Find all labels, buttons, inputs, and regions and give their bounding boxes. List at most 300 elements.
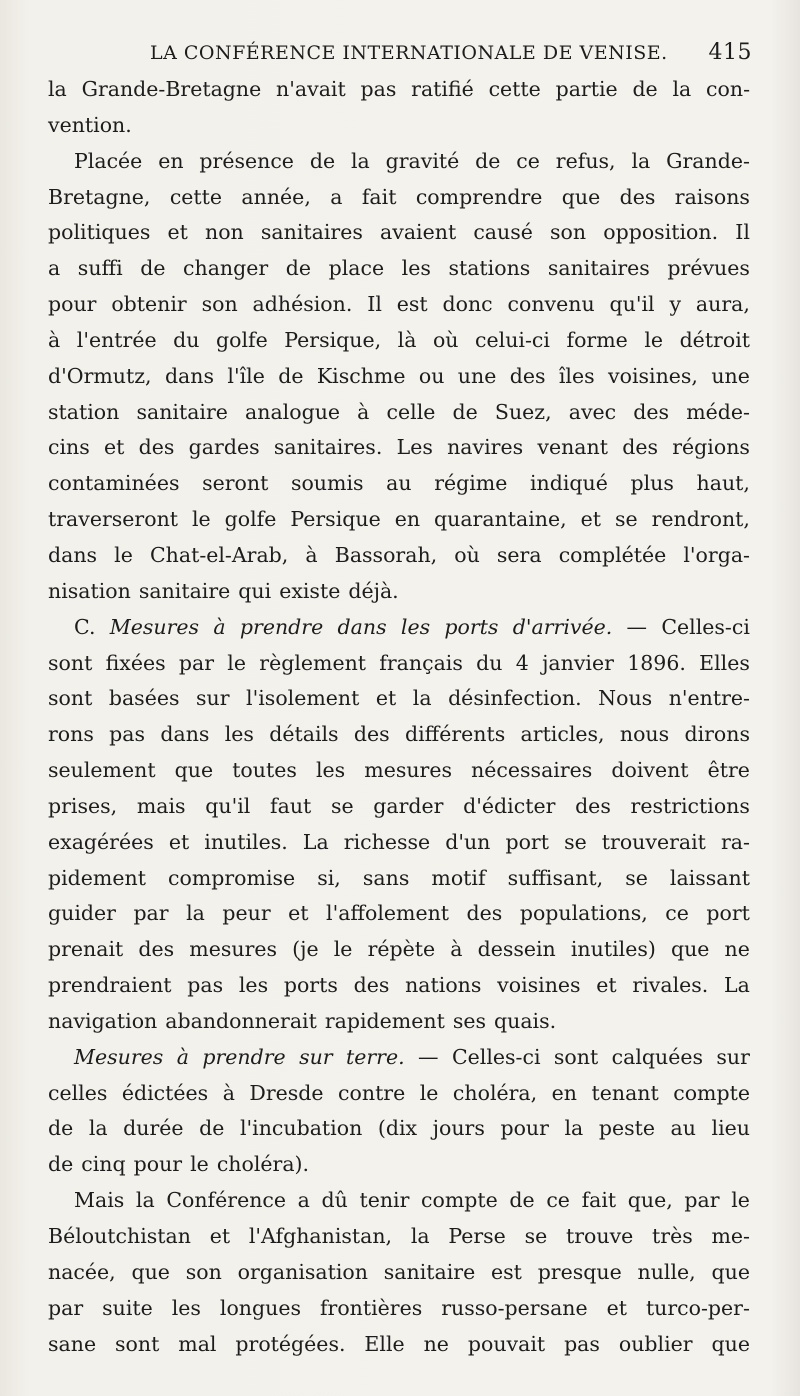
word: Bretagne, xyxy=(48,184,151,209)
word: pas xyxy=(109,722,146,747)
text-line xyxy=(48,1327,750,1363)
word: avaient xyxy=(380,220,457,245)
word: pas xyxy=(564,1331,600,1356)
word: des xyxy=(138,435,175,460)
page-header xyxy=(150,36,752,70)
word: russo-persane xyxy=(441,1295,588,1320)
word: comprendre xyxy=(415,184,543,209)
word: par xyxy=(133,901,169,926)
word: traverseront xyxy=(48,507,179,532)
word: en xyxy=(551,1080,578,1105)
word: désinfection. xyxy=(448,686,582,711)
word: (dix xyxy=(377,1116,418,1141)
word: garder xyxy=(373,793,444,818)
word: Kischme xyxy=(316,363,406,388)
word: compromise xyxy=(168,865,296,890)
word: se xyxy=(625,865,648,890)
word: cins xyxy=(48,435,90,460)
word: prises, xyxy=(48,793,118,818)
word: navires xyxy=(447,435,524,460)
text-line xyxy=(48,861,750,897)
word: le xyxy=(333,937,353,962)
word: et xyxy=(580,507,601,532)
word: différents xyxy=(404,722,506,747)
word: calquées xyxy=(611,1044,703,1069)
word: ports xyxy=(283,973,338,998)
word: haut, xyxy=(696,471,750,496)
word: d'Ormutz, xyxy=(48,363,152,388)
word: de xyxy=(452,399,478,424)
word: des xyxy=(509,363,546,388)
word: de xyxy=(475,148,501,173)
word: qu'il xyxy=(609,292,655,317)
word: les xyxy=(224,722,254,747)
word: où xyxy=(432,327,459,352)
word: l'orga- xyxy=(683,542,750,567)
word: 4 xyxy=(515,650,529,675)
word: tenir xyxy=(359,1188,410,1213)
word: golfe xyxy=(215,327,268,352)
word: cinq xyxy=(81,1152,126,1177)
word: trouve xyxy=(565,1224,634,1248)
word: des xyxy=(575,793,611,818)
word: et xyxy=(375,686,397,711)
word: port xyxy=(505,829,549,854)
word: populations, xyxy=(519,901,648,926)
word: compte xyxy=(673,1080,750,1105)
word: rons xyxy=(48,722,94,747)
word: me- xyxy=(711,1224,750,1248)
word: et xyxy=(209,1224,231,1248)
word: et xyxy=(606,1295,627,1320)
italic-word: à xyxy=(213,614,226,639)
text-line xyxy=(48,215,750,251)
italic-word: ports xyxy=(444,614,499,639)
word: le xyxy=(227,650,246,675)
word: que xyxy=(131,1259,170,1284)
word: d'édicter xyxy=(463,793,556,818)
word: sur xyxy=(716,1044,750,1069)
word: par xyxy=(684,1188,720,1213)
word: Chat-el-Arab, xyxy=(149,542,289,567)
text-line xyxy=(48,72,750,108)
word: si, xyxy=(317,865,341,890)
word: et xyxy=(288,901,309,926)
word: déjà. xyxy=(348,578,399,603)
word: Nous xyxy=(598,686,653,711)
word: par xyxy=(178,650,215,675)
word: la xyxy=(564,1116,584,1141)
word: tenant xyxy=(591,1080,659,1105)
word: le xyxy=(190,1152,209,1177)
italic-word: dans xyxy=(337,614,387,639)
word: guider xyxy=(48,901,116,926)
word: une xyxy=(711,363,750,388)
word: partie xyxy=(555,77,618,101)
word: à xyxy=(305,542,318,567)
word: sanitaires xyxy=(547,256,650,281)
word: 1896. xyxy=(627,650,686,675)
word: ou xyxy=(418,363,445,388)
word: ce xyxy=(516,148,540,173)
italic-word: Mesures xyxy=(74,1044,164,1069)
word: forme xyxy=(566,327,628,352)
body-text xyxy=(48,72,750,1362)
word: con- xyxy=(706,77,750,101)
word: être xyxy=(707,758,750,783)
word: non xyxy=(205,220,244,245)
word: faut xyxy=(270,793,312,818)
word: de xyxy=(140,256,166,281)
word: pour xyxy=(133,1152,183,1177)
word: convenu xyxy=(507,292,595,317)
word: le xyxy=(731,1188,750,1213)
word: Persique, xyxy=(284,327,382,352)
word: — xyxy=(418,1044,439,1069)
word: Dresde xyxy=(249,1080,324,1105)
word: durée xyxy=(123,1116,184,1141)
text-line xyxy=(48,717,750,753)
word: détails xyxy=(269,722,339,747)
word: ne xyxy=(423,1331,449,1356)
word: inutiles. xyxy=(204,829,288,854)
word: Celles-ci xyxy=(661,614,750,639)
word: pouvait xyxy=(467,1331,546,1356)
word: adhésion. xyxy=(252,292,353,317)
word: ratifié xyxy=(411,77,474,101)
word: janvier xyxy=(542,650,614,675)
text-line xyxy=(48,180,750,216)
text-line xyxy=(48,968,750,1004)
word: des xyxy=(353,973,390,998)
word: en xyxy=(158,148,184,173)
word: régime xyxy=(434,471,508,496)
word: où xyxy=(454,542,480,567)
word: que xyxy=(174,758,214,783)
word: le xyxy=(114,542,133,567)
word: que xyxy=(711,1259,750,1284)
word: sanitaire xyxy=(136,399,228,424)
word: dû xyxy=(321,1188,348,1213)
word: sanitaires xyxy=(260,220,363,245)
text-line xyxy=(48,1147,750,1183)
word: rendront, xyxy=(651,507,750,532)
word: et xyxy=(168,829,190,854)
word: opposition. xyxy=(603,220,719,245)
word: Suez, xyxy=(494,399,552,424)
word: son xyxy=(185,1259,222,1284)
text-line xyxy=(48,1076,750,1112)
word: que xyxy=(711,1331,750,1356)
word: nations xyxy=(405,973,482,998)
word: nisation xyxy=(48,578,131,603)
word: les xyxy=(401,256,431,281)
text-line xyxy=(48,896,750,932)
running-title: LA CONFÉRENCE INTERNATIONALE DE VENISE. xyxy=(150,42,668,64)
word: sera xyxy=(496,542,542,567)
word: des xyxy=(633,399,670,424)
word: la xyxy=(631,148,651,173)
word: choléra). xyxy=(216,1152,310,1177)
word: Il xyxy=(735,220,750,245)
italic-word: prendre xyxy=(239,614,324,639)
word: du xyxy=(173,327,200,352)
word: des xyxy=(622,435,658,460)
word: les xyxy=(171,1295,201,1320)
word: de xyxy=(285,256,312,281)
word: sont xyxy=(115,1331,160,1356)
word: une xyxy=(457,363,497,388)
word: Perse xyxy=(448,1224,506,1248)
text-line xyxy=(48,646,750,682)
word: Placée xyxy=(74,148,143,173)
text-line xyxy=(48,430,750,466)
word: sur xyxy=(196,686,230,711)
word: qui xyxy=(238,578,272,603)
word: Celles-ci xyxy=(451,1044,541,1069)
text-line xyxy=(48,538,750,574)
word: laissant xyxy=(669,865,750,890)
word: Mais xyxy=(74,1188,125,1213)
word: presque xyxy=(537,1259,622,1284)
word: et xyxy=(596,973,617,998)
word: le xyxy=(419,1080,439,1105)
word: a xyxy=(297,1188,310,1213)
word: la xyxy=(88,1116,108,1141)
italic-word: d'arrivée. xyxy=(512,614,613,639)
word: richesse xyxy=(343,829,431,854)
text-line xyxy=(48,681,750,717)
text-line xyxy=(48,1255,750,1291)
word: la xyxy=(135,1188,155,1213)
word: gravité xyxy=(385,148,460,173)
word: l'affolement xyxy=(326,901,450,926)
text-line xyxy=(48,108,750,144)
text-line xyxy=(48,1291,750,1327)
word: nous xyxy=(619,722,670,747)
word: obtenir xyxy=(111,292,187,317)
word: place xyxy=(328,256,385,281)
word: fixées xyxy=(105,650,166,675)
word: politiques xyxy=(48,220,151,245)
word: de xyxy=(48,1152,74,1177)
word: frontières xyxy=(319,1295,423,1320)
word: le xyxy=(644,327,664,352)
word: plus xyxy=(630,471,674,496)
word: Elle xyxy=(364,1331,405,1356)
word: présence xyxy=(199,148,294,173)
word: des xyxy=(466,901,503,926)
text-line xyxy=(48,359,750,395)
word: seulement xyxy=(48,758,156,783)
word: prenait xyxy=(48,937,124,962)
text-line xyxy=(48,1183,750,1219)
word: l'isolement xyxy=(246,686,360,711)
word: turco-per- xyxy=(645,1295,750,1320)
word: longues xyxy=(219,1295,301,1320)
italic-word: les xyxy=(400,614,431,639)
word: causé xyxy=(473,220,533,245)
word: que xyxy=(670,937,710,962)
word: se xyxy=(330,793,354,818)
word: analogue xyxy=(245,399,341,424)
word: ne xyxy=(724,937,750,962)
word: Les xyxy=(396,435,433,460)
word: son xyxy=(201,292,238,317)
word: dans xyxy=(160,722,210,747)
word: sont xyxy=(48,650,93,675)
text-line xyxy=(48,287,750,323)
word: y xyxy=(669,292,682,317)
word: La xyxy=(302,829,329,854)
word: ra- xyxy=(721,829,750,854)
word: régions xyxy=(672,435,750,460)
word: articles, xyxy=(520,722,605,747)
word: dirons xyxy=(684,722,750,747)
word: les xyxy=(315,758,346,783)
word: n'avait xyxy=(276,77,346,101)
word: rivales. xyxy=(632,973,709,998)
word: stations xyxy=(448,256,531,281)
word: de xyxy=(48,1116,74,1141)
word: quais. xyxy=(494,1008,557,1033)
word: contre xyxy=(338,1080,406,1105)
word: — xyxy=(626,614,648,639)
word: dans xyxy=(48,542,98,567)
italic-word: prendre xyxy=(202,1044,286,1069)
word: n'entre- xyxy=(668,686,750,711)
word: sont xyxy=(48,686,93,711)
italic-word: à xyxy=(176,1044,189,1069)
word: année, xyxy=(241,184,311,209)
word: qu'il xyxy=(205,793,251,818)
word: d'un xyxy=(445,829,491,854)
word: a xyxy=(330,184,343,209)
word: de xyxy=(632,77,658,101)
word: ses xyxy=(452,1008,486,1033)
word: ce xyxy=(665,901,689,926)
word: Béloutchistan xyxy=(48,1224,191,1248)
word: au xyxy=(386,471,412,496)
word: choléra, xyxy=(452,1080,538,1105)
word: fait xyxy=(581,1188,617,1213)
word: abandonnerait xyxy=(165,1008,317,1033)
word: sans xyxy=(362,865,410,890)
word: et xyxy=(104,435,125,460)
word: protégées. xyxy=(235,1331,346,1356)
word: refus, xyxy=(555,148,616,173)
word: là xyxy=(397,327,417,352)
word: restrictions xyxy=(630,793,750,818)
word: sanitaire xyxy=(383,1259,476,1284)
word: Il xyxy=(367,292,382,317)
word: Grande- xyxy=(666,148,750,173)
word: par xyxy=(48,1295,84,1320)
word: la xyxy=(412,686,432,711)
word: se xyxy=(524,1224,548,1248)
word: la xyxy=(410,1224,430,1248)
word: détroit xyxy=(679,327,750,352)
word: les xyxy=(238,973,269,998)
word: est xyxy=(396,292,428,317)
word: suite xyxy=(102,1295,153,1320)
text-line xyxy=(48,1004,750,1040)
word: La xyxy=(724,973,750,998)
word: Conférence xyxy=(166,1188,287,1213)
word: quarantaine, xyxy=(434,507,567,532)
word: nacée, xyxy=(48,1259,116,1284)
word: doivent xyxy=(611,758,689,783)
word: l'incubation xyxy=(239,1116,363,1141)
word: mais xyxy=(136,793,186,818)
word: motif xyxy=(431,865,486,890)
word: navigation xyxy=(48,1008,158,1033)
word: méde- xyxy=(686,399,750,424)
word: peur xyxy=(222,901,271,926)
word: voisines, xyxy=(608,363,698,388)
word: de xyxy=(309,148,336,173)
word: le xyxy=(191,507,211,532)
text-line xyxy=(48,825,750,861)
word: voisines xyxy=(497,973,581,998)
text-line xyxy=(48,1219,750,1255)
word: au xyxy=(670,1116,696,1141)
word: pour xyxy=(500,1116,549,1141)
italic-word: sur xyxy=(299,1044,333,1069)
word: sanitaire xyxy=(138,578,231,603)
word: que, xyxy=(627,1188,673,1213)
word: suffisant, xyxy=(507,865,604,890)
word: la xyxy=(48,77,67,101)
word: complétée xyxy=(558,542,667,567)
word: et xyxy=(167,220,188,245)
word: trouverait xyxy=(601,829,706,854)
text-line xyxy=(48,144,750,180)
page-number: 415 xyxy=(708,40,752,65)
word: des xyxy=(619,184,656,209)
word: l'île xyxy=(227,363,265,388)
italic-word: terre. xyxy=(346,1044,405,1069)
text-line xyxy=(48,502,750,538)
word: pidement xyxy=(48,865,146,890)
word: à xyxy=(357,399,370,424)
text-line xyxy=(48,574,750,610)
word: vention. xyxy=(48,112,132,137)
word: son xyxy=(550,220,587,245)
word: édictées xyxy=(121,1080,209,1105)
italic-word: Mesures xyxy=(109,614,200,639)
word: gardes xyxy=(188,435,260,460)
text-line xyxy=(48,466,750,502)
word: de xyxy=(509,1188,535,1213)
word: avec xyxy=(568,399,617,424)
word: la xyxy=(350,148,370,173)
word: du xyxy=(476,650,503,675)
word: de xyxy=(278,363,304,388)
word: peste xyxy=(598,1116,655,1141)
word: est xyxy=(491,1259,522,1284)
word: sanitaires. xyxy=(273,435,383,460)
word: donc xyxy=(442,292,493,317)
word: mal xyxy=(178,1331,217,1356)
word: français xyxy=(379,650,463,675)
word: soumis xyxy=(290,471,364,496)
word: C. xyxy=(74,614,96,639)
word: la xyxy=(186,901,205,926)
word: lieu xyxy=(711,1116,750,1141)
word: a xyxy=(48,256,61,281)
word: ce xyxy=(546,1188,570,1213)
